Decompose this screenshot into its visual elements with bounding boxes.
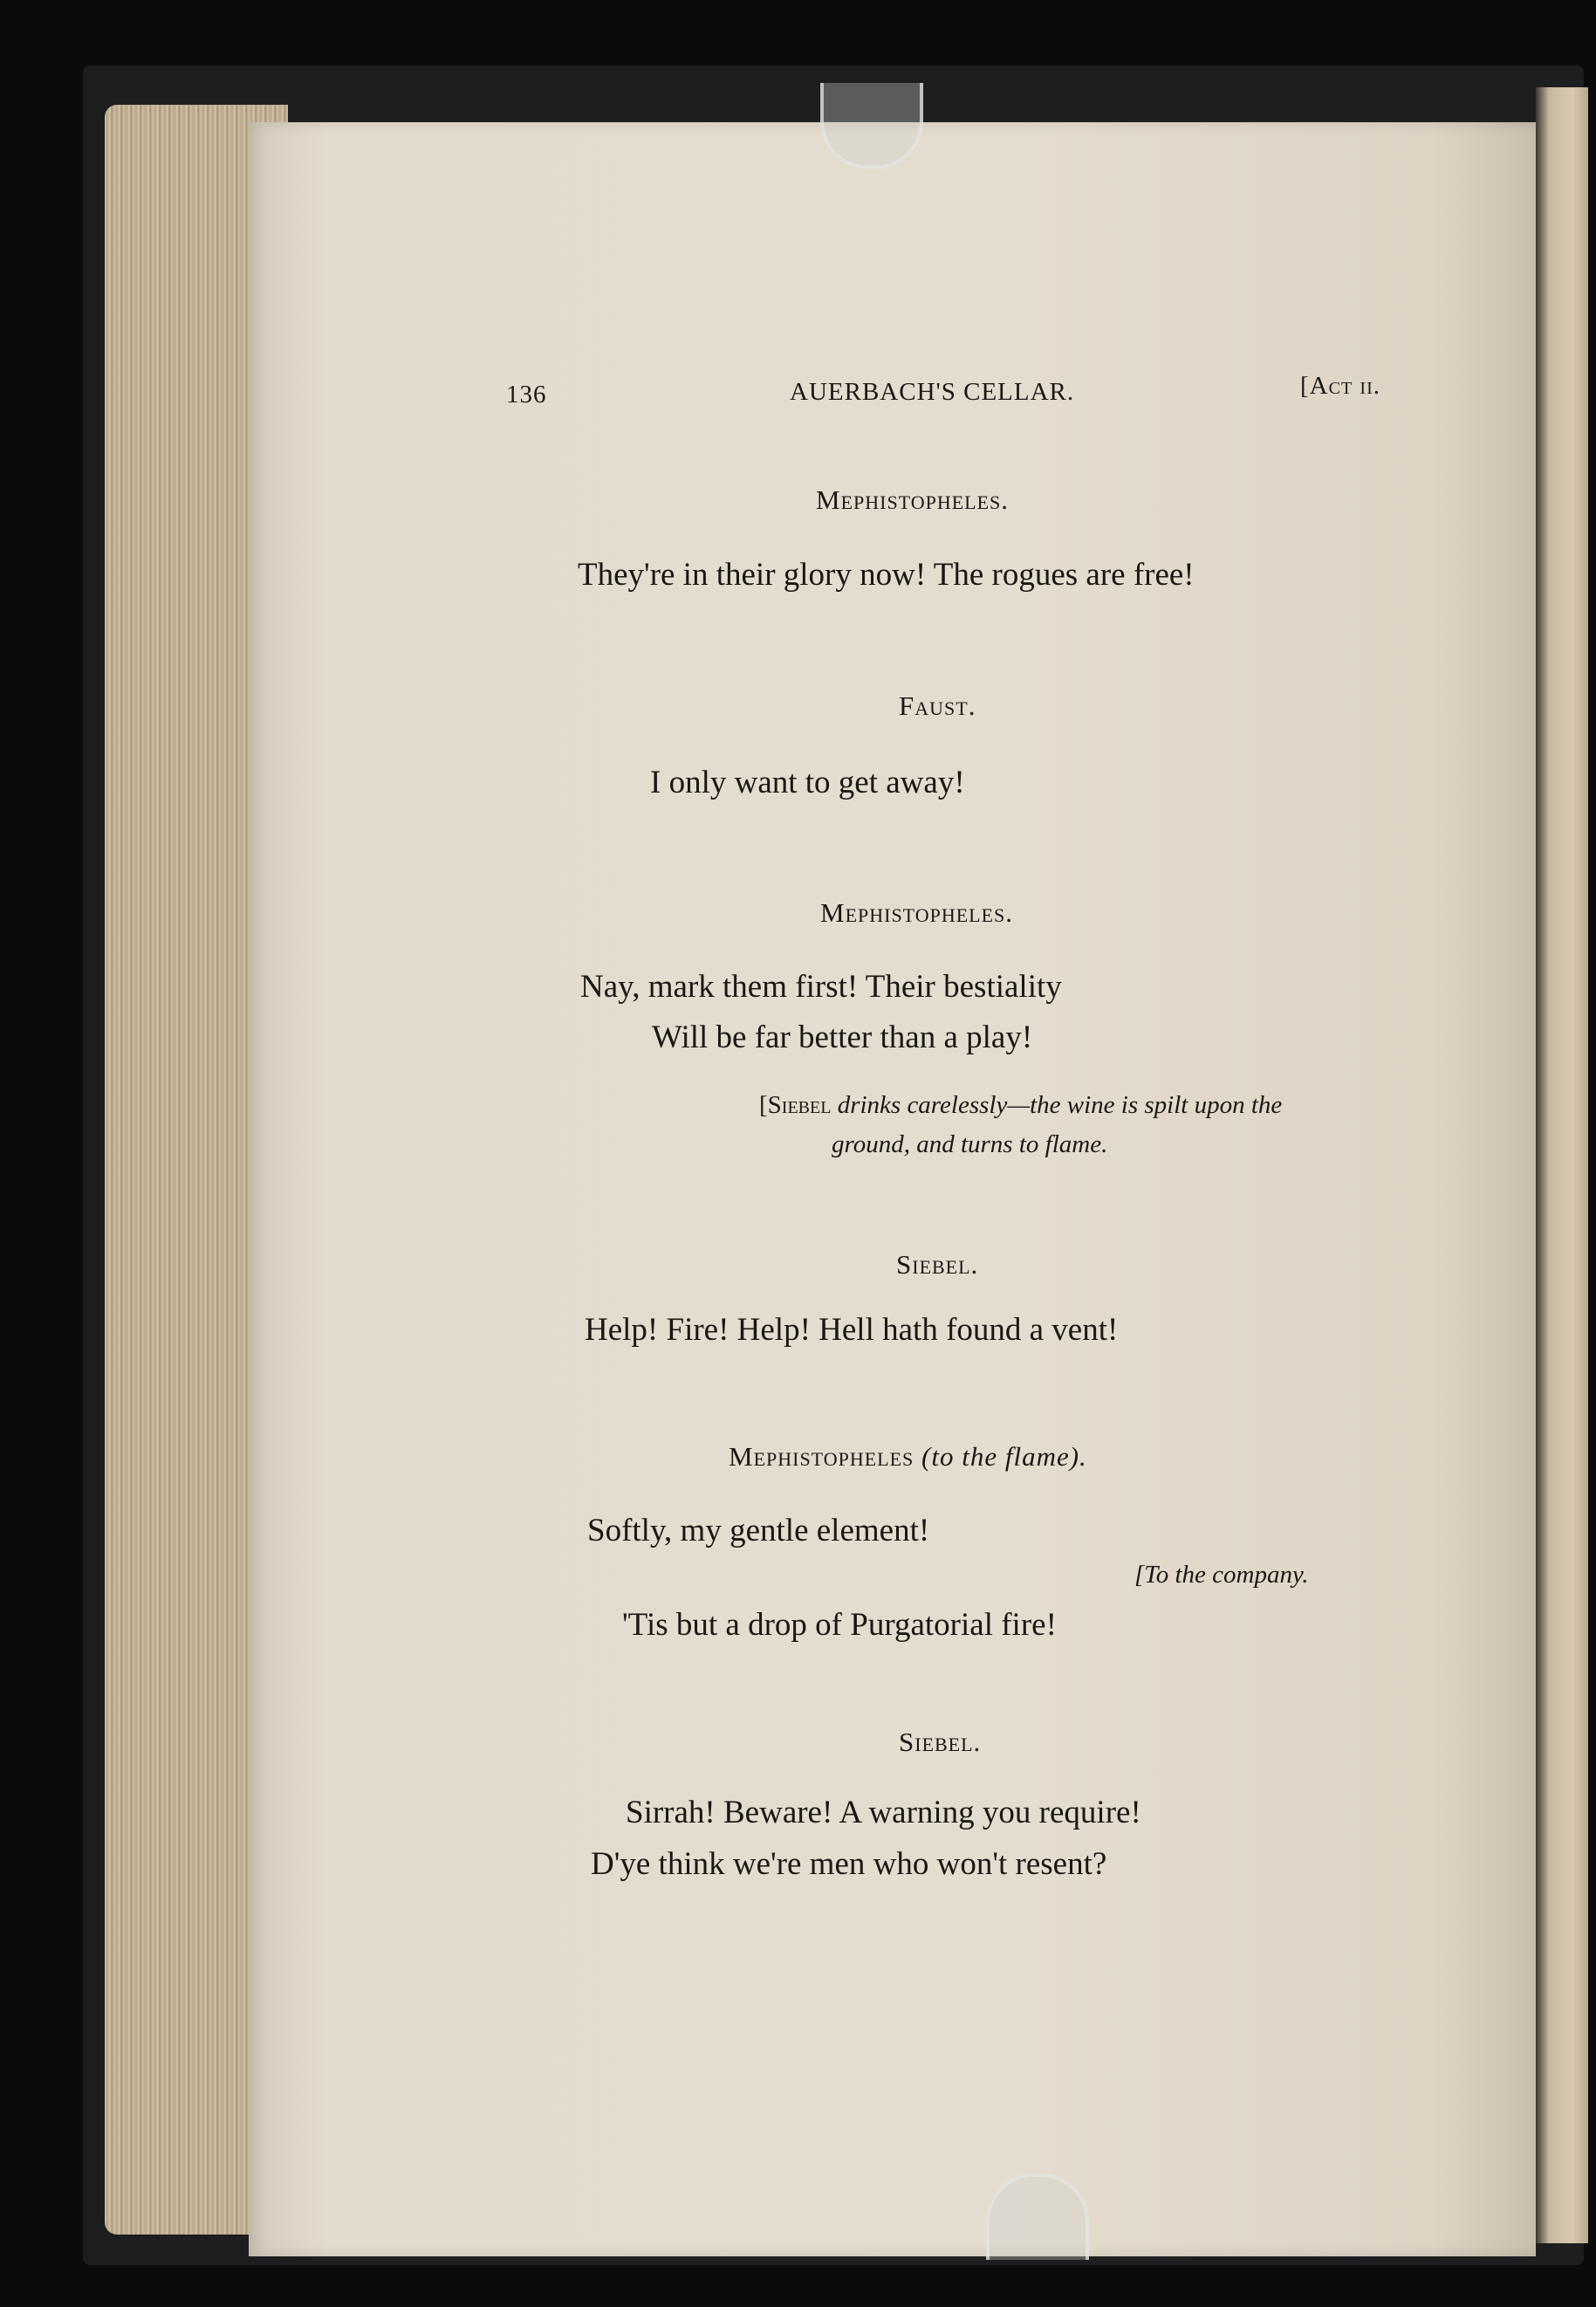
speaker-note: (to the flame). bbox=[921, 1441, 1087, 1472]
speaker-name: Faust. bbox=[899, 690, 976, 721]
verse-line: Softly, my gentle element! bbox=[587, 1513, 930, 1548]
act-marker: [Act ii. bbox=[1300, 372, 1380, 400]
verse-line: D'ye think we're men who won't resent? bbox=[591, 1846, 1107, 1882]
speaker-label: Mephistopheles bbox=[729, 1441, 914, 1472]
stage-direction: [To the company. bbox=[1134, 1561, 1309, 1589]
speaker-name bbox=[729, 1443, 1087, 1470]
verse-line: I only want to get away! bbox=[650, 765, 965, 800]
speaker-name: Mephistopheles. bbox=[820, 897, 1014, 928]
running-title: AUERBACH'S CELLAR. bbox=[790, 378, 1075, 406]
stage-direction-text: drinks carelessly—the wine is spilt upon the bbox=[837, 1091, 1283, 1119]
verse-line: Will be far better than a play! bbox=[652, 1020, 1033, 1055]
stage-direction-line-2: ground, and turns to flame. bbox=[832, 1130, 1108, 1158]
verse-line: They're in their glory now! The rogues are free! bbox=[578, 557, 1195, 593]
page-clip-bottom bbox=[986, 2173, 1089, 2260]
page-clip-top bbox=[820, 83, 923, 169]
speaker-name: Siebel. bbox=[899, 1727, 982, 1757]
stage-direction-name: [Siebel bbox=[759, 1091, 832, 1119]
verse-line: Nay, mark them first! Their bestiality bbox=[580, 969, 1062, 1005]
stage-direction bbox=[759, 1093, 1282, 1118]
page-number: 136 bbox=[506, 381, 547, 409]
verse-line: Sirrah! Beware! A warning you require! bbox=[626, 1795, 1141, 1830]
book-page bbox=[249, 122, 1536, 2256]
verse-line: 'Tis but a drop of Purgatorial fire! bbox=[622, 1607, 1057, 1643]
speaker-name: Mephistopheles. bbox=[816, 484, 1010, 515]
facing-page-edge bbox=[1536, 87, 1588, 2243]
verse-line: Help! Fire! Help! Hell hath found a vent! bbox=[585, 1312, 1119, 1348]
speaker-name: Siebel. bbox=[896, 1249, 979, 1280]
